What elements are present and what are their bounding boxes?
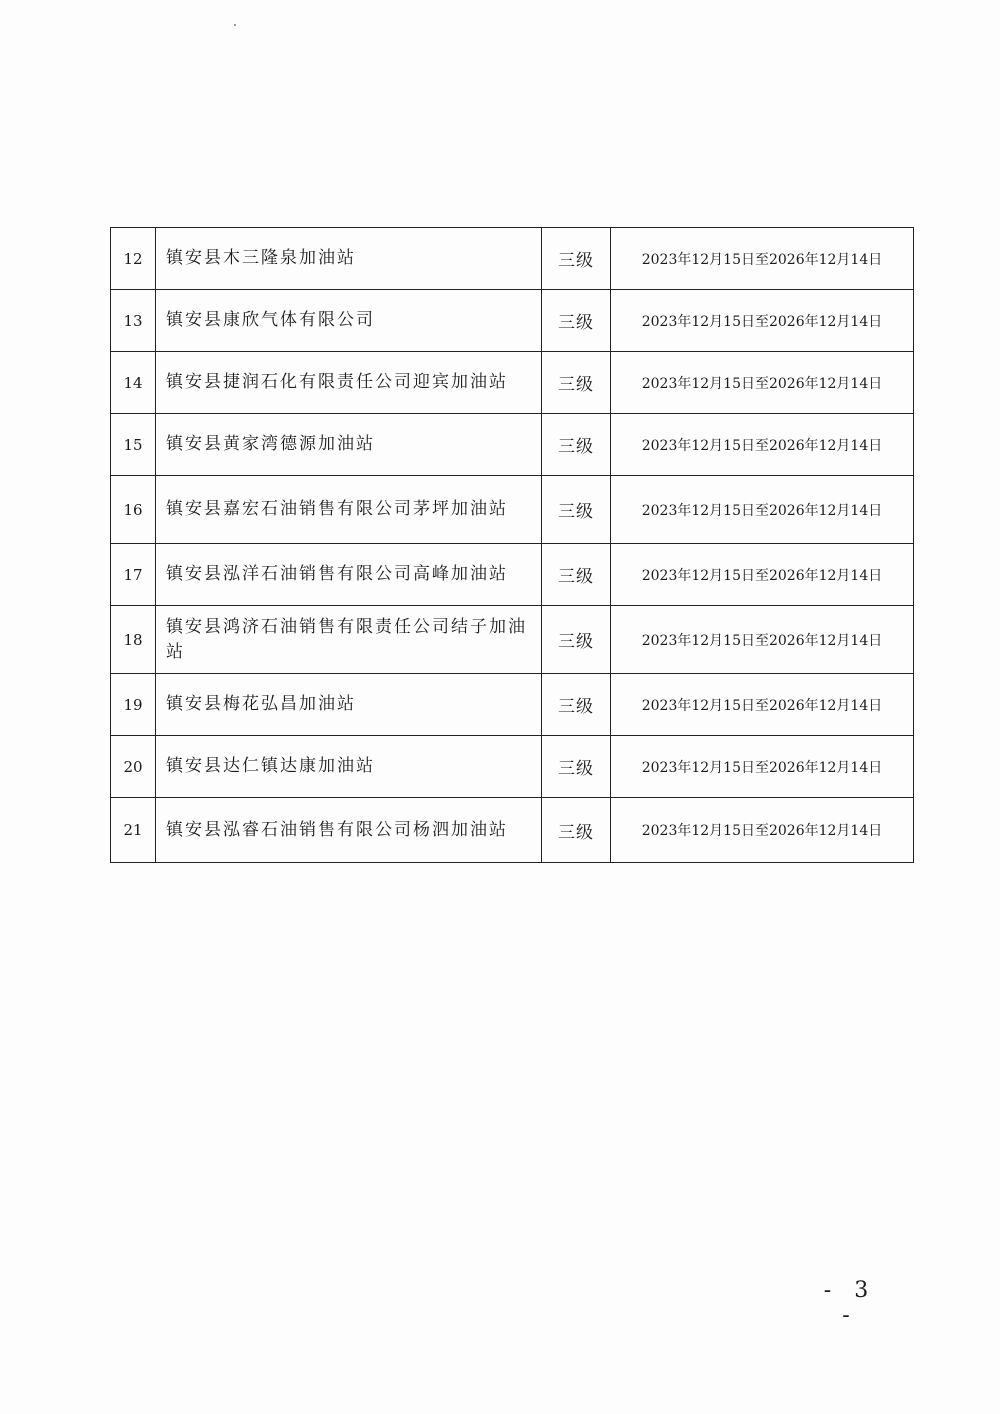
table-row xyxy=(111,290,914,352)
table-row xyxy=(111,606,914,674)
table-row xyxy=(111,736,914,798)
table-row xyxy=(111,228,914,290)
scan-speck xyxy=(234,24,236,26)
row-number: 18 xyxy=(111,606,156,674)
station-name: 镇安县泓洋石油销售有限公司高峰加油站 xyxy=(156,544,542,606)
page-number: - 3 - xyxy=(823,1278,877,1328)
station-name: 镇安县黄家湾德源加油站 xyxy=(156,414,542,476)
station-name: 镇安县康欣气体有限公司 xyxy=(156,290,542,352)
validity-period: 2023年12月15日至2026年12月14日 xyxy=(611,290,914,352)
row-number: 12 xyxy=(111,228,156,290)
row-number: 21 xyxy=(111,798,156,863)
grade-level: 三级 xyxy=(542,606,611,674)
validity-period: 2023年12月15日至2026年12月14日 xyxy=(611,476,914,544)
row-number: 19 xyxy=(111,674,156,736)
row-number: 15 xyxy=(111,414,156,476)
validity-period: 2023年12月15日至2026年12月14日 xyxy=(611,414,914,476)
table-row xyxy=(111,798,914,863)
row-number: 20 xyxy=(111,736,156,798)
table-row xyxy=(111,476,914,544)
table-row xyxy=(111,414,914,476)
station-name: 镇安县捷润石化有限责任公司迎宾加油站 xyxy=(156,352,542,414)
grade-level: 三级 xyxy=(542,544,611,606)
row-number: 14 xyxy=(111,352,156,414)
row-number: 17 xyxy=(111,544,156,606)
grade-level: 三级 xyxy=(542,290,611,352)
gas-station-table xyxy=(110,227,914,863)
validity-period: 2023年12月15日至2026年12月14日 xyxy=(611,736,914,798)
station-name: 镇安县鸿济石油销售有限责任公司结子加油站 xyxy=(156,606,542,674)
grade-level: 三级 xyxy=(542,352,611,414)
row-number: 13 xyxy=(111,290,156,352)
validity-period: 2023年12月15日至2026年12月14日 xyxy=(611,352,914,414)
grade-level: 三级 xyxy=(542,674,611,736)
validity-period: 2023年12月15日至2026年12月14日 xyxy=(611,674,914,736)
grade-level: 三级 xyxy=(542,414,611,476)
station-name: 镇安县梅花弘昌加油站 xyxy=(156,674,542,736)
validity-period: 2023年12月15日至2026年12月14日 xyxy=(611,798,914,863)
table-row xyxy=(111,544,914,606)
grade-level: 三级 xyxy=(542,798,611,863)
validity-period: 2023年12月15日至2026年12月14日 xyxy=(611,606,914,674)
table-row xyxy=(111,674,914,736)
station-name: 镇安县嘉宏石油销售有限公司茅坪加油站 xyxy=(156,476,542,544)
grade-level: 三级 xyxy=(542,476,611,544)
validity-period: 2023年12月15日至2026年12月14日 xyxy=(611,228,914,290)
grade-level: 三级 xyxy=(542,736,611,798)
grade-level: 三级 xyxy=(542,228,611,290)
table-row xyxy=(111,352,914,414)
station-name: 镇安县泓睿石油销售有限公司杨泗加油站 xyxy=(156,798,542,863)
validity-period: 2023年12月15日至2026年12月14日 xyxy=(611,544,914,606)
row-number: 16 xyxy=(111,476,156,544)
station-name: 镇安县木三隆泉加油站 xyxy=(156,228,542,290)
station-name: 镇安县达仁镇达康加油站 xyxy=(156,736,542,798)
